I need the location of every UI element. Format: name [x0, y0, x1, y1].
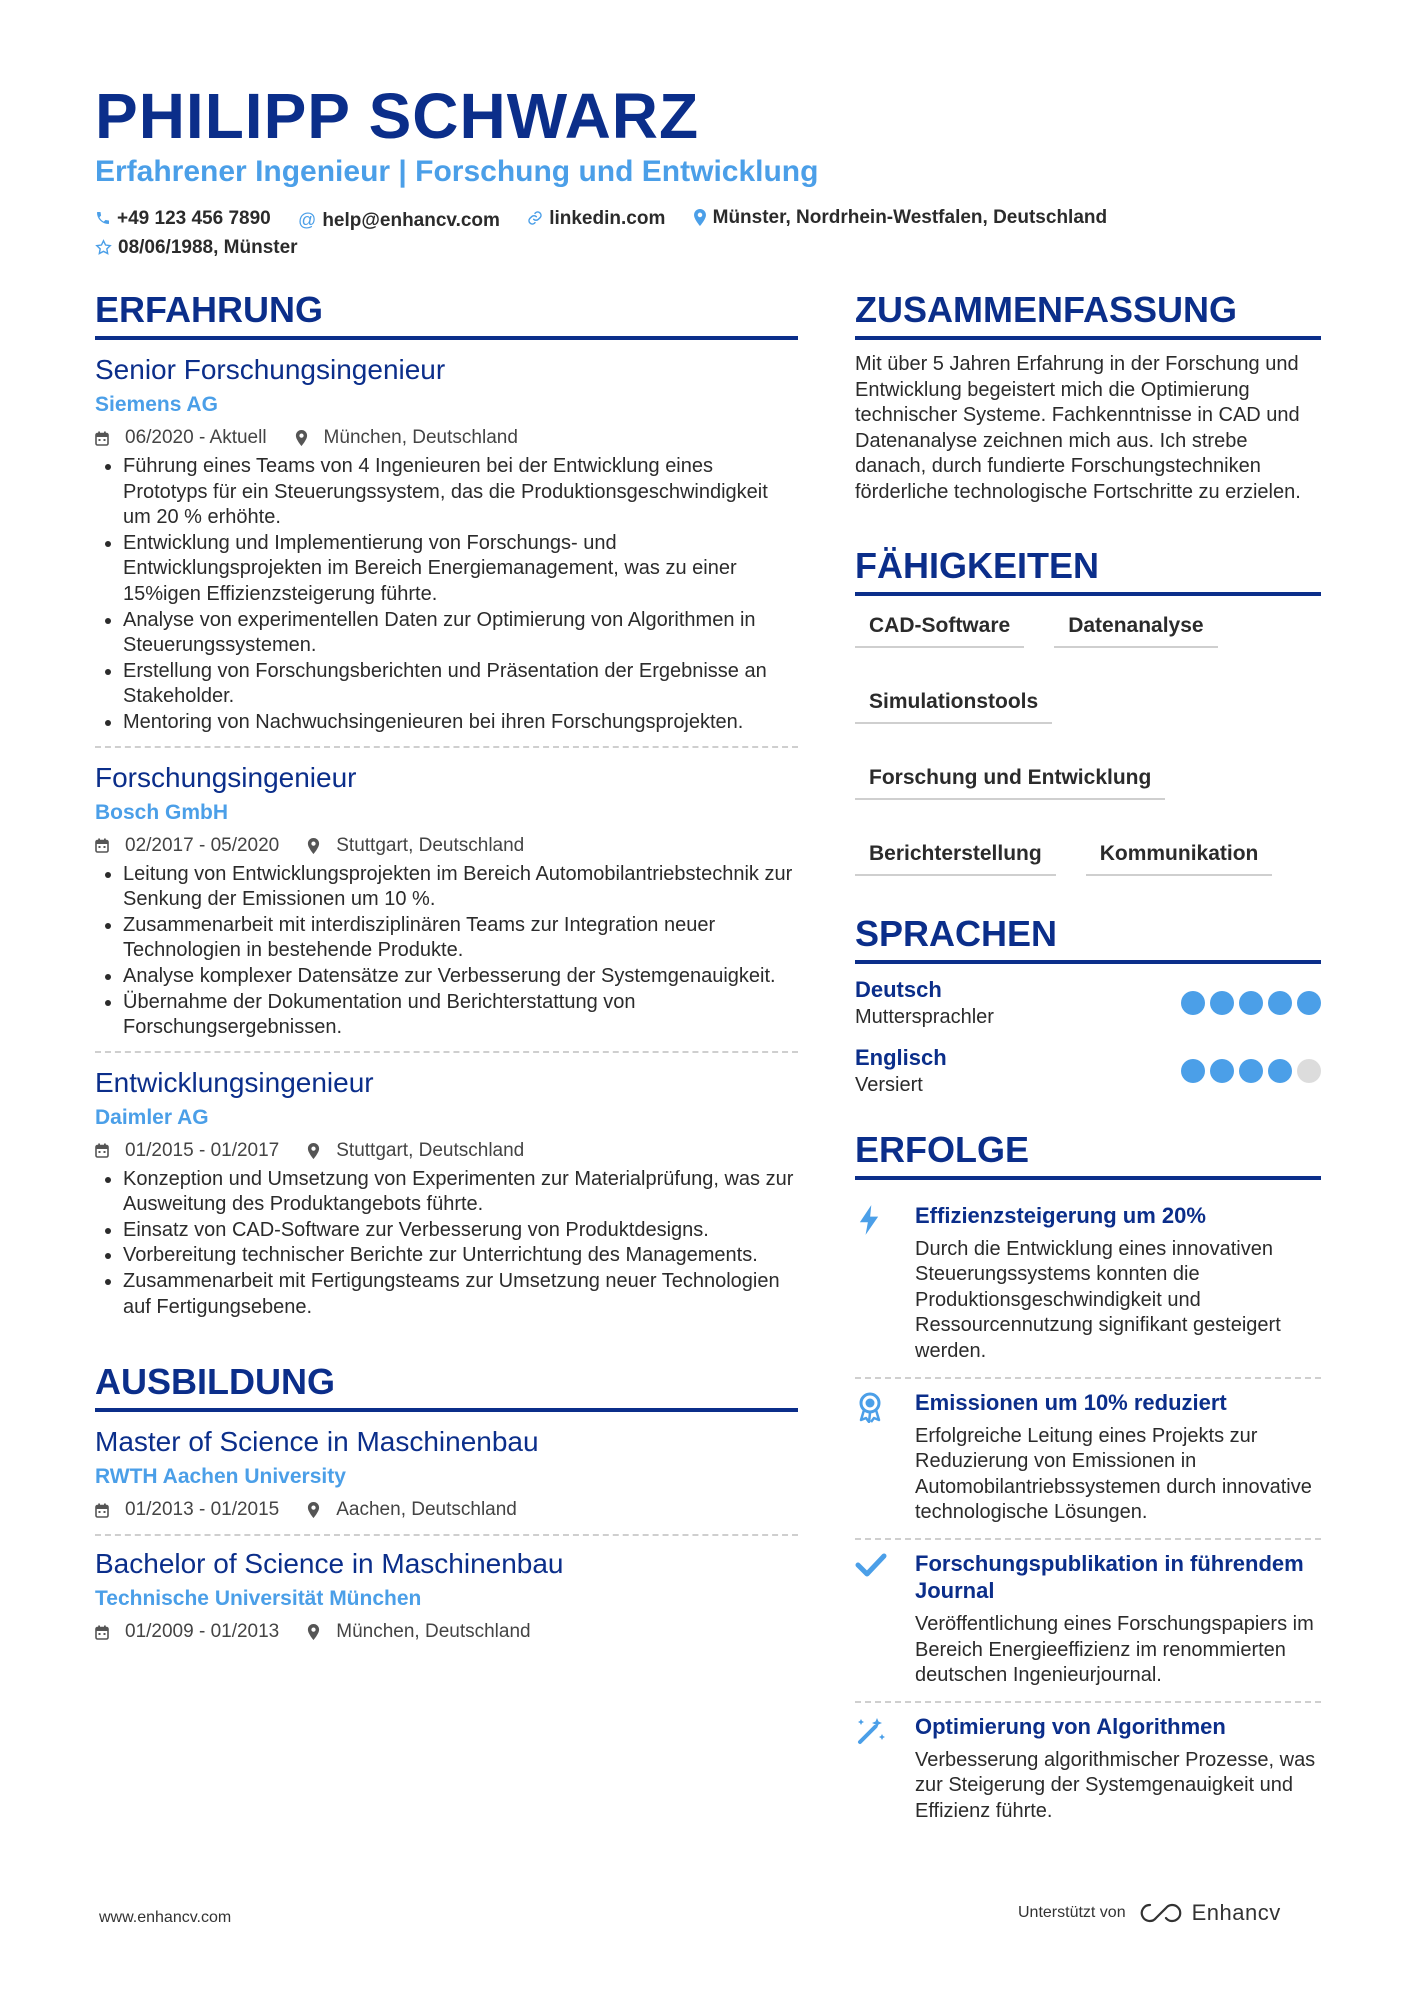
achievement-title: Effizienzsteigerung um 20% — [915, 1202, 1206, 1228]
language-name: Deutsch — [855, 976, 942, 1002]
calendar-icon — [95, 1625, 117, 1640]
at-icon: @ — [298, 210, 317, 230]
skills-heading: FÄHIGKEITEN — [855, 544, 1321, 596]
location-pin-icon — [307, 1502, 328, 1518]
job-bullet: • Erstellung von Forschungsberichten und Präsentation der Ergebnisse an Stakeholder. — [123, 659, 798, 710]
rating-dot — [1181, 991, 1205, 1015]
location — [307, 832, 524, 860]
rating-dot — [1268, 991, 1292, 1015]
achievement-item — [855, 1701, 1321, 1837]
achievement-item — [855, 1192, 1321, 1377]
achievement-title: Optimierung von Algorithmen — [915, 1713, 1226, 1739]
meta-row — [95, 832, 798, 860]
job-entry — [95, 1051, 798, 1331]
skill-tag: Simulationstools — [855, 684, 1052, 724]
job-bullets — [95, 454, 798, 736]
right-column — [855, 288, 1321, 1836]
date-text: 06/2020 - Aktuell — [125, 427, 267, 448]
candidate-name: PHILIPP SCHWARZ — [95, 80, 700, 152]
contact-phone[interactable] — [95, 205, 271, 232]
location-pin-icon — [307, 838, 328, 854]
languages-list — [855, 976, 1321, 1098]
languages-heading: SPRACHEN — [855, 912, 1321, 964]
job-bullets — [95, 1167, 798, 1321]
footer-website[interactable]: www.enhancv.com — [99, 1909, 232, 1926]
achievement-title: Emissionen um 10% reduziert — [915, 1389, 1227, 1415]
job-bullet: • Analyse komplexer Datensätze zur Verbesserung der Systemgenauigkeit. — [123, 964, 798, 990]
job-entry — [95, 746, 798, 1051]
language-rating — [1181, 991, 1321, 1015]
brand-name: Enhancv — [1191, 1900, 1281, 1925]
job-bullet: • Führung eines Teams von 4 Ingenieuren bei der Entwicklung eines Prototyps für ein Steuerungssystem, das die Produktionsgeschwindigkeit um 20 % erhöhte. — [123, 454, 798, 531]
education-heading: AUSBILDUNG — [95, 1360, 798, 1412]
date-range — [95, 1137, 279, 1165]
calendar-icon — [95, 838, 117, 853]
degree: Bachelor of Science in Maschinenbau — [95, 1548, 564, 1580]
experience-heading: ERFAHRUNG — [95, 288, 798, 340]
job-company: Bosch GmbH — [95, 800, 229, 824]
achievement-body — [915, 1713, 1321, 1825]
achievement-body — [915, 1389, 1321, 1526]
skill-tag: CAD-Software — [855, 608, 1024, 648]
date-range — [95, 1496, 279, 1524]
rating-dot — [1210, 1059, 1234, 1083]
footer-brand — [1018, 1900, 1281, 1926]
star-icon — [95, 239, 112, 256]
date-range — [95, 424, 267, 452]
language-rating — [1181, 1059, 1321, 1083]
location — [307, 1496, 517, 1524]
location-text: Stuttgart, Deutschland — [336, 1139, 525, 1161]
date-text: 02/2017 - 05/2020 — [125, 834, 280, 856]
achievement-text: Verbesserung algorithmischer Prozesse, was zur Steigerung der Systemgenauigkeit und Effizienz führte. — [915, 1748, 1316, 1822]
skill-tag: Kommunikation — [1086, 836, 1273, 876]
summary-heading: ZUSAMMENFASSUNG — [855, 288, 1321, 340]
job-entry — [95, 352, 798, 746]
rating-dot — [1297, 1059, 1321, 1083]
contact-location — [693, 204, 1107, 231]
date-range — [95, 1618, 279, 1646]
rating-dot — [1268, 1059, 1292, 1083]
job-bullet: • Mentoring von Nachwuchsingenieuren bei ihren Forschungsprojekten. — [123, 710, 798, 736]
achievement-body — [915, 1202, 1321, 1365]
rating-dot — [1210, 991, 1234, 1015]
location — [295, 424, 518, 452]
birth-text: 08/06/1988, Münster — [118, 237, 298, 258]
experience-list — [95, 352, 798, 1330]
job-bullet: • Einsatz von CAD-Software zur Verbesserung von Produktdesigns. — [123, 1218, 798, 1244]
contact-birth — [95, 234, 298, 261]
language-item — [855, 976, 1321, 1030]
job-role: Entwicklungsingenieur — [95, 1066, 374, 1098]
achievement-title: Forschungspublikation in führendem Journal — [915, 1550, 1304, 1603]
link-icon — [527, 210, 543, 226]
location-text: Münster, Nordrhein-Westfalen, Deutschland — [712, 207, 1108, 228]
location-pin-icon — [693, 209, 707, 226]
skill-tag: Datenanalyse — [1054, 608, 1217, 648]
job-bullet: • Vorbereitung technischer Berichte zur Unterrichtung des Managements. — [123, 1243, 798, 1269]
meta-row — [95, 1137, 798, 1165]
contact-bar — [95, 204, 1345, 264]
achievements-heading: ERFOLGE — [855, 1128, 1321, 1180]
email-text: help@enhancv.com — [322, 210, 500, 231]
location — [307, 1137, 524, 1165]
job-bullet: • Konzeption und Umsetzung von Experimenten zur Materialprüfung, was zur Ausweitung des Produktangebots führte. — [123, 1167, 798, 1218]
job-bullet: • Analyse von experimentellen Daten zur Optimierung von Algorithmen in Steuerungssystemen. — [123, 608, 798, 659]
linkedin-text: linkedin.com — [549, 207, 666, 229]
job-bullet: • Leitung von Entwicklungsprojekten im Bereich Automobilantriebstechnik zur Senkung der Emissionen um 10 %. — [123, 862, 798, 913]
location-text: München, Deutschland — [336, 1621, 531, 1643]
skill-tag: Forschung und Entwicklung — [855, 760, 1165, 800]
phone-icon — [95, 210, 111, 226]
achievement-body — [915, 1550, 1321, 1689]
job-bullet: • Übernahme der Dokumentation und Berichterstattung von Forschungsergebnissen. — [123, 990, 798, 1041]
education-list — [95, 1424, 798, 1656]
meta-row — [95, 1618, 798, 1646]
location — [307, 1618, 530, 1646]
location-text: Aachen, Deutschland — [336, 1499, 517, 1521]
achievements-list — [855, 1192, 1321, 1837]
language-level: Muttersprachler — [855, 1005, 994, 1028]
job-role: Forschungsingenieur — [95, 761, 357, 793]
magic-wand-icon — [855, 1713, 915, 1825]
job-bullets — [95, 862, 798, 1041]
lightning-icon — [855, 1202, 915, 1365]
location-pin-icon — [295, 430, 316, 446]
language-name: Englisch — [855, 1044, 947, 1070]
candidate-title: Erfahrener Ingenieur | Forschung und Entwicklung — [95, 155, 819, 188]
job-company: Siemens AG — [95, 393, 218, 416]
contact-linkedin[interactable] — [527, 205, 665, 232]
date-text: 01/2013 - 01/2015 — [125, 1499, 280, 1521]
meta-row — [95, 424, 798, 452]
calendar-icon — [95, 1143, 117, 1158]
language-level: Versiert — [855, 1073, 923, 1096]
degree: Master of Science in Maschinenbau — [95, 1426, 539, 1458]
rating-dot — [1297, 991, 1321, 1015]
job-bullet: • Zusammenarbeit mit interdisziplinären Teams zur Integration neuer Technologien in bestehende Produkte. — [123, 913, 798, 964]
phone-text: +49 123 456 7890 — [117, 207, 271, 229]
location-pin-icon — [307, 1624, 328, 1640]
contact-email[interactable] — [298, 207, 500, 234]
achievement-text: Erfolgreiche Leitung eines Projekts zur Reduzierung von Emissionen in Automobilantriebssystemen durch innovative technologische Lösungen. — [915, 1424, 1312, 1524]
date-text: 01/2009 - 01/2013 — [125, 1621, 280, 1643]
rating-dot — [1239, 1059, 1263, 1083]
achievement-item — [855, 1538, 1321, 1701]
calendar-icon — [95, 1503, 117, 1518]
achievement-item — [855, 1377, 1321, 1538]
rating-dot — [1181, 1059, 1205, 1083]
language-info — [855, 1044, 947, 1098]
skills-list — [855, 608, 1321, 876]
skill-tag: Berichterstellung — [855, 836, 1056, 876]
job-bullet: • Entwicklung und Implementierung von Forschungs- und Entwicklungsprojekten im Bereich Energiemanagement, was zu einer 15%igen Effizienzsteigerung führte. — [123, 531, 798, 608]
achievement-text: Veröffentlichung eines Forschungspapiers im Bereich Energieeffizienz im renommierten deutschen Ingenieurjournal. — [915, 1612, 1314, 1687]
language-info — [855, 976, 994, 1030]
calendar-icon — [95, 431, 117, 446]
meta-row — [95, 1496, 798, 1524]
school: RWTH Aachen University — [95, 1465, 346, 1489]
location-text: München, Deutschland — [323, 427, 518, 448]
date-range — [95, 832, 279, 860]
left-column — [95, 288, 798, 1656]
location-text: Stuttgart, Deutschland — [336, 834, 525, 856]
award-icon — [855, 1389, 915, 1526]
achievement-text: Durch die Entwicklung eines innovativen Steuerungssystems konnten die Produktionsgeschwindigkeit und Ressourcennutzung signifikant gesteigert werden. — [915, 1237, 1281, 1362]
language-item — [855, 1044, 1321, 1098]
job-role: Senior Forschungsingenieur — [95, 354, 446, 385]
checkmark-icon — [855, 1550, 915, 1689]
job-company: Daimler AG — [95, 1105, 209, 1129]
enhancv-logo-icon — [1138, 1901, 1184, 1925]
date-text: 01/2015 - 01/2017 — [125, 1139, 280, 1161]
education-entry — [95, 1534, 798, 1656]
summary-text: Mit über 5 Jahren Erfahrung in der Forschung und Entwicklung begeistert mich die Optimierung technischer Systeme. Fachkenntnisse in CAD und Datenanalyse zeichnen mich aus. Ich strebe danach, durch fundierte Forschungstechniken förderliche technologische Fortschritte zu erzielen. — [855, 353, 1301, 503]
school: Technische Universität München — [95, 1587, 422, 1611]
education-entry — [95, 1424, 798, 1534]
rating-dot — [1239, 991, 1263, 1015]
location-pin-icon — [307, 1143, 328, 1159]
powered-by-label: Unterstützt von — [1018, 1904, 1126, 1921]
job-bullet: • Zusammenarbeit mit Fertigungsteams zur Umsetzung neuer Technologien auf Fertigungsebene. — [123, 1269, 798, 1320]
